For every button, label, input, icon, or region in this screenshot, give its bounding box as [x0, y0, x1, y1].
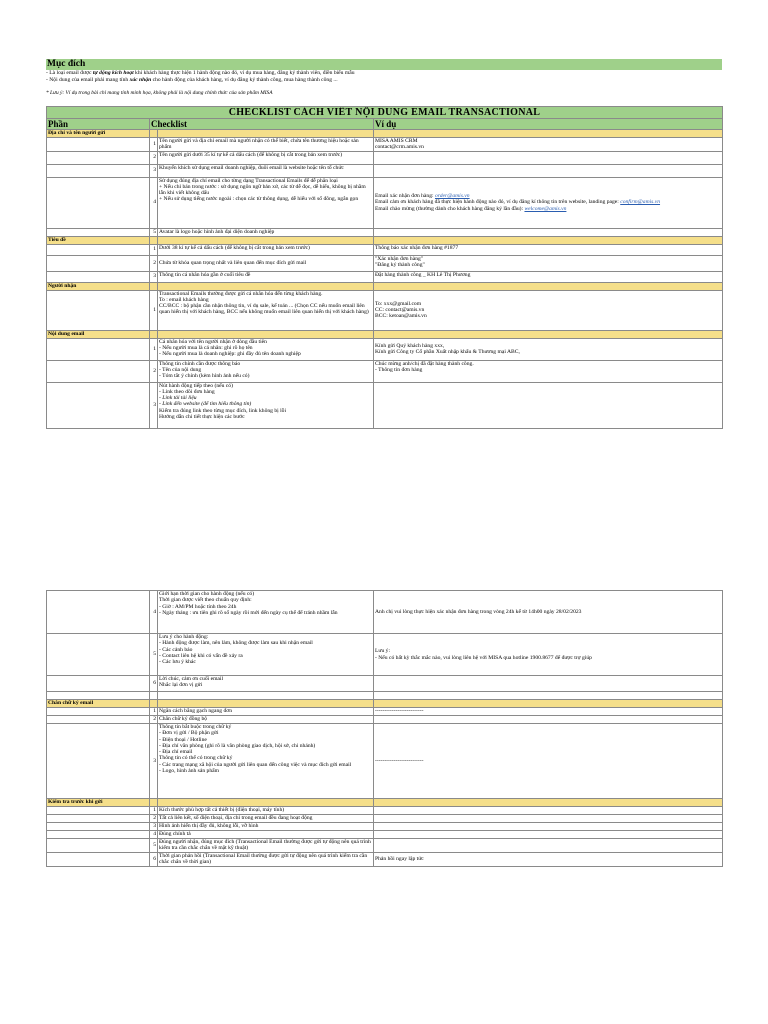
- table-row: [47, 338, 723, 360]
- checklist-line: Thông tin có thể có trong chữ ký: [159, 755, 233, 762]
- table-row: [47, 716, 723, 724]
- row-number: 5: [150, 634, 158, 676]
- column-header-example: Ví dụ: [374, 119, 723, 130]
- example-cell: [374, 338, 723, 360]
- checklist-line: Kiểm tra đúng link theo từng mục đích, link không bị lỗi: [159, 407, 287, 414]
- checklist-line: Lưu ý cho hành động:: [159, 634, 209, 640]
- checklist-item: [158, 177, 374, 228]
- table-row: [47, 807, 723, 815]
- checklist-item: Ngăn cách bằng gạch ngang đơn: [158, 708, 374, 716]
- checklist-item: [158, 724, 374, 799]
- row-number: 1: [150, 807, 158, 815]
- table-row: [47, 151, 723, 164]
- example-line: - Thông tin đơn hàng: [375, 366, 423, 373]
- row-number: 3: [150, 382, 158, 428]
- column-header-phan: Phần: [47, 119, 150, 130]
- checklist-item: Dưới 38 kí tự kể cả dấu cách (để không bị cắt trong bản xem trước): [158, 244, 374, 255]
- example-cell: [374, 634, 723, 676]
- row-number: 5: [150, 839, 158, 853]
- purpose-text: cho hành động của khách hàng, ví dụ đăng ký thành công, mua hàng thành công ...: [151, 77, 338, 83]
- row-number: 5: [150, 228, 158, 236]
- row-number: 3: [150, 823, 158, 831]
- table-row: [47, 831, 723, 839]
- example-cell: [374, 138, 723, 152]
- checklist-line: Thời gian được viết theo chuẩn quy định:: [159, 597, 252, 604]
- checklist-line: - Địa chỉ email: [159, 749, 193, 756]
- table-title: CHECKLIST CÁCH VIẾT NỘI DUNG EMAIL TRANSACTIONAL: [47, 107, 723, 119]
- checklist-line: Thông tin bắt buộc trong chữ ký: [159, 724, 232, 730]
- checklist-line: Nhắc lại đơn vị gửi: [159, 682, 203, 689]
- section-recipient: Người nhận: [47, 282, 150, 290]
- checklist-line: + Nếu sử dụng tiếng nước ngoài : chọn các từ thông dụng, dễ hiểu với số đông, ngắn gọn: [159, 196, 359, 203]
- checklist-line: - Link theo dõi đơn hàng: [159, 388, 215, 395]
- purpose-heading: Mục đích: [46, 59, 722, 70]
- section-content: Nội dung email: [47, 330, 150, 338]
- table-row: [47, 138, 723, 152]
- checklist-line: - Contact liên hệ khi có vấn đề xảy ra: [159, 652, 243, 659]
- row-number: 2: [150, 815, 158, 823]
- checklist-line: Nút hành động tiếp theo (nếu có): [159, 382, 233, 389]
- example-cell: [374, 360, 723, 382]
- checklist-line: - Ngày tháng : ưu tiên ghi rõ số ngày rồi mới đến ngày cụ thể để tránh nhầm lẫn: [159, 609, 338, 616]
- example-line: contact@crm.amis.vn: [375, 144, 424, 151]
- table-row: [47, 591, 723, 634]
- row-number: 1: [150, 290, 158, 330]
- checklist-line: - Giờ : AM/PM hoặc tính theo 24h: [159, 603, 237, 610]
- section-sender: Địa chỉ và tên người gửi: [47, 130, 150, 138]
- purpose-line-2: [46, 77, 722, 84]
- checklist-line: - Logo, hình ảnh sản phẩm: [159, 768, 219, 775]
- checklist-line: - Hành động được làm, nên làm, không được làm sau khi nhận email: [159, 640, 313, 647]
- checklist-line: - Đơn vị gửi / Bộ phận gửi: [159, 730, 219, 737]
- email-link[interactable]: order@amis.vn: [434, 193, 470, 200]
- checklist-line: - Địa chỉ văn phòng (ghi rõ là văn phòng giao dịch, hội sở, chi nhánh): [159, 742, 316, 749]
- checklist-item: Hình ảnh hiển thị đầy đủ, không lỗi, vỡ hình: [158, 823, 374, 831]
- purpose-line-1: [46, 70, 722, 77]
- example-line: Chúc mừng anh/chị đã đặt hàng thành công.: [375, 360, 474, 367]
- example-line: - Nếu có bất kỳ thắc mắc nào, vui lòng liên hệ với MISA qua hotline 1900.8677 để được trợ giúp: [375, 654, 592, 661]
- table-row: [47, 853, 723, 867]
- row-number: 4: [150, 177, 158, 228]
- checklist-line: - Link tải tài liệu: [159, 395, 197, 402]
- section-signature: Chân chữ ký email: [47, 700, 150, 708]
- table-row: [47, 244, 723, 255]
- checklist-table-part-2: [46, 590, 722, 867]
- row-number: 1: [150, 708, 158, 716]
- example-line: MISA AMIS CRM: [375, 138, 418, 144]
- checklist-item: [158, 634, 374, 676]
- example-line: To: xxx@gmail.com: [375, 300, 422, 307]
- checklist-line: - Link đến website (để tìm hiểu thông tin): [159, 401, 252, 408]
- row-number: 1: [150, 138, 158, 152]
- example-line: Kính gửi Công ty Cổ phần Xuất nhập khẩu & Thương mại ABC,: [375, 349, 520, 356]
- checklist-item: Thông tin cá nhân hóa gần ở cuối tiêu đề: [158, 271, 374, 282]
- example-cell: Đặt hàng thành công _ KH Lê Thị Phương: [374, 271, 723, 282]
- checklist-line: Transactional Emails thường được gửi cá nhân hóa đến từng khách hàng.: [159, 290, 323, 297]
- checklist-item: Kích thước phù hợp tất cả thiết bị (điện thoại, máy tính): [158, 807, 374, 815]
- row-number: 1: [150, 338, 158, 360]
- table-row: [47, 839, 723, 853]
- example-line: CC: contact@amis.vn: [375, 306, 425, 313]
- checklist-line: - Điện thoại / Hotline: [159, 736, 207, 743]
- row-number: 6: [150, 853, 158, 867]
- email-link[interactable]: confirm@amis.vn: [620, 199, 661, 206]
- row-number: 4: [150, 831, 158, 839]
- example-text: Email xác nhận đơn hàng:: [375, 193, 435, 200]
- checklist-line: Thông tin chính cần được thông báo: [159, 360, 241, 367]
- example-line: [375, 206, 721, 212]
- checklist-item: Tất cả liên kết, số điện thoại, địa chỉ trong email đều đang hoạt động: [158, 815, 374, 823]
- example-cell: Anh chị vui lòng thực hiện xác nhận đơn hàng trong vòng 24h kể từ 14h00 ngày 28/02/2023: [374, 591, 723, 634]
- table-row: [47, 290, 723, 330]
- table-row: [47, 360, 723, 382]
- example-cell: [374, 290, 723, 330]
- checklist-line: Cá nhân hóa với tên người nhận ở dòng đầu tiên: [159, 338, 267, 345]
- checklist-line: - Nếu người mua là doanh nghiệp: ghi đầy đủ tên doanh nghiệp: [159, 351, 301, 358]
- checklist-item: [158, 290, 374, 330]
- checklist-line: To : email khách hàng: [159, 296, 209, 303]
- purpose-text: - Nội dung của email phải mang tính: [46, 77, 130, 83]
- table-row: [47, 708, 723, 716]
- row-number: 1: [150, 244, 158, 255]
- checklist-item: [158, 382, 374, 428]
- table-row: [47, 271, 723, 282]
- example-cell: Phản hồi ngay lập tức: [374, 853, 723, 867]
- table-row: [47, 382, 723, 428]
- checklist-line: Giới hạn thời gian cho hành động (nếu có): [159, 591, 255, 597]
- section-subject: Tiêu đề: [47, 236, 150, 244]
- checklist-line: Lời chúc, cảm ơn cuối email: [159, 676, 224, 682]
- row-number: 3: [150, 271, 158, 282]
- email-link[interactable]: welcome@amis.vn: [524, 205, 567, 212]
- purpose-emphasis: tự động kích hoạt: [92, 70, 134, 76]
- checklist-line: Sử dụng đúng địa chỉ email cho từng dạng Transactional Emails để dễ phân loại: [159, 177, 338, 184]
- row-number: 2: [150, 255, 158, 271]
- example-line: Lưu ý:: [375, 648, 390, 655]
- example-line: Kính gửi Quý khách hàng xxx,: [375, 342, 445, 349]
- row-number: 2: [150, 360, 158, 382]
- table-row: [47, 164, 723, 177]
- purpose-block: [46, 59, 722, 97]
- checklist-item: Đúng người nhận, đúng mục đích (Transactional Email thường được gửi tự động nên quá trình kiểm tra cần chắc chắn về mặt kỹ thuật): [158, 839, 374, 853]
- example-cell: Thông báo xác nhận đơn hàng #1877: [374, 244, 723, 255]
- example-cell: [374, 177, 723, 228]
- checklist-item: Tên người gửi và địa chỉ email mà người nhận có thể biết, chứa tên thương hiệu hoặc sản phẩm: [158, 138, 374, 152]
- purpose-text: khi khách hàng thực hiện 1 hành động nào đó, ví dụ mua hàng, đăng ký thành viên, điền biểu mẫu: [133, 70, 355, 76]
- example-line: "Đăng ký thành công": [375, 261, 425, 268]
- table-row: [47, 634, 723, 676]
- checklist-line: CC/BCC : bộ phận cần nhận thông tin, ví dụ sale, kế toán ... (Chọn CC nếu muốn email liên quan hiển thị với khách hàng, BCC nếu không muốn email liên quan hiển thị với khách hàng): [159, 303, 369, 316]
- checklist-table: [46, 590, 723, 867]
- checklist-line: - Các trang mạng xã hội của người gửi liên quan đến công việc và mục đích gửi email: [159, 761, 352, 768]
- checklist-line: - Nếu người mua là cá nhân: ghi rõ họ tên: [159, 344, 253, 351]
- table-row: [47, 724, 723, 799]
- checklist-item: Chân chữ ký đồng bộ: [158, 716, 374, 724]
- checklist-item: [158, 360, 374, 382]
- row-number: 2: [150, 716, 158, 724]
- checklist-item: [158, 591, 374, 634]
- checklist-line: - Các cảnh báo: [159, 646, 193, 653]
- row-number: 3: [150, 724, 158, 799]
- checklist-item: Đúng chính tả: [158, 831, 374, 839]
- row-number: 4: [150, 591, 158, 634]
- checklist-item: [158, 676, 374, 692]
- checklist-item: [158, 338, 374, 360]
- purpose-text: - Là loại email được: [46, 70, 93, 76]
- checklist-table: [46, 106, 723, 429]
- row-number: 3: [150, 164, 158, 177]
- checklist-line: - Các lưu ý khác: [159, 659, 196, 666]
- example-line: BCC: ketoan@amis.vn: [375, 313, 427, 320]
- example-cell: --------------------------: [374, 708, 723, 716]
- checklist-item: Tên người gửi dưới 35 kí tự kể cả dấu cách (để không bị cắt trong bản xem trước): [158, 151, 374, 164]
- checklist-table-part-1: [46, 106, 722, 429]
- example-cell: --------------------------: [374, 724, 723, 799]
- table-row: [47, 255, 723, 271]
- table-row: [47, 676, 723, 692]
- section-pre-send-check: Kiểm tra trước khi gửi: [47, 799, 150, 807]
- disclaimer-note: * Lưu ý: Ví dụ trong bài chỉ mang tính minh họa, không phải là nội dung chính thức của sản phẩm MISA: [46, 90, 273, 96]
- checklist-line: - Tóm tắt ý chính (kèm hình ảnh nếu có): [159, 373, 250, 380]
- checklist-item: Khuyến khích sử dụng email doanh nghiệp, đuôi email là website hoặc tên tổ chức: [158, 164, 374, 177]
- checklist-line: + Nếu chỉ bán trong nước : sử dụng ngôn ngữ bản xứ, các từ dễ đọc, dễ hiểu, không bị nhầm lẫn khi viết không dấu: [159, 183, 366, 197]
- checklist-line: - Tên của nội dung: [159, 366, 202, 373]
- table-row: [47, 177, 723, 228]
- example-text: Email chào mừng (thường dành cho khách hàng đăng ký lần đầu):: [375, 205, 525, 212]
- example-line: "Xác nhận đơn hàng": [375, 255, 424, 262]
- column-header-checklist: Checklist: [150, 119, 374, 130]
- table-row: [47, 815, 723, 823]
- row-number: 2: [150, 151, 158, 164]
- row-number: 6: [150, 676, 158, 692]
- checklist-item: Avatar là logo hoặc hình ảnh đại diện doanh nghiệp: [158, 228, 374, 236]
- purpose-emphasis: xác nhận: [129, 77, 152, 83]
- example-text: Email cảm ơn khách hàng đã thực hiện hành động nào đó, ví dụ đăng kí thông tin trên website, landing page:: [375, 199, 621, 206]
- checklist-item: Thời gian phản hồi (Transactional Email thường được gửi tự động nên quá trình kiểm tra cần chắc chắn về thời gian): [158, 853, 374, 867]
- checklist-line: Hướng dẫn chi tiết thực hiện các bước: [159, 414, 245, 421]
- table-row: [47, 228, 723, 236]
- checklist-item: Chứa từ khóa quan trọng nhất và liên quan đến mục đích gửi mail: [158, 255, 374, 271]
- example-cell: [374, 255, 723, 271]
- table-row: [47, 823, 723, 831]
